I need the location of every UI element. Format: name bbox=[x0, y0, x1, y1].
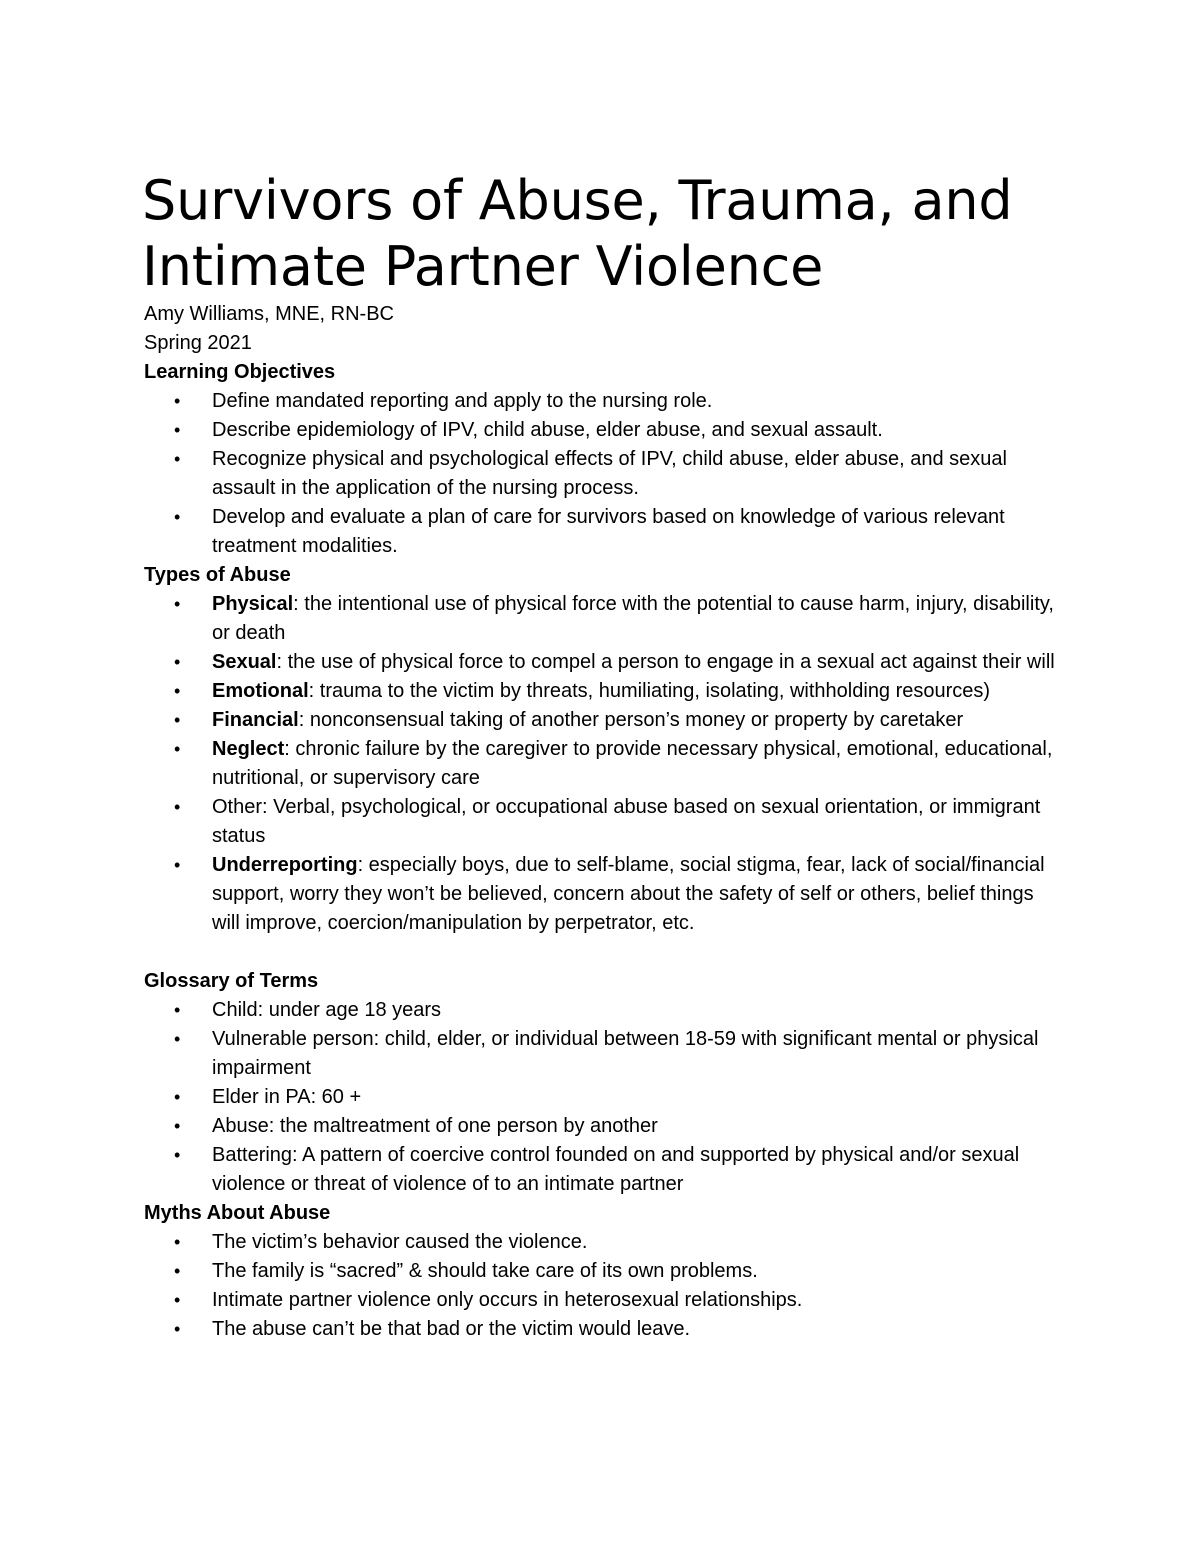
bullet-icon: • bbox=[174, 1029, 181, 1049]
myths-list bbox=[144, 1228, 1056, 1344]
abuse-type-definition: : chronic failure by the caregiver to provide necessary physical, emotional, educational, nutritional, or supervisory care bbox=[212, 738, 1053, 789]
abuse-type-definition: : nonconsensual taking of another person’s money or property by caretaker bbox=[298, 709, 964, 731]
document-title: Survivors of Abuse, Trauma, and Intimate Partner Violence bbox=[142, 169, 1013, 298]
bullet-icon: • bbox=[174, 1000, 181, 1020]
bullet-icon: • bbox=[174, 1145, 181, 1165]
abuse-type-term: Financial bbox=[212, 709, 299, 731]
glossary-list bbox=[144, 996, 1056, 1199]
abuse-type-term: Sexual bbox=[212, 651, 277, 673]
list-item: • Describe epidemiology of IPV, child abuse, elder abuse, and sexual assault. bbox=[144, 416, 1056, 445]
list-item: • The family is “sacred” & should take care of its own problems. bbox=[144, 1257, 1056, 1286]
glossary-heading: Glossary of Terms bbox=[144, 970, 319, 992]
abuse-type-definition: : the use of physical force to compel a person to engage in a sexual act against their will bbox=[276, 651, 1055, 673]
abuse-type-term: Neglect bbox=[212, 738, 285, 760]
list-item: • Vulnerable person: child, elder, or individual between 18-59 with significant mental or physical impairment bbox=[144, 1025, 1056, 1083]
bullet-icon: • bbox=[174, 797, 181, 817]
bullet-icon: • bbox=[174, 855, 181, 875]
list-item: • The victim’s behavior caused the violence. bbox=[144, 1228, 1056, 1257]
bullet-icon: • bbox=[174, 681, 181, 701]
list-item: • The abuse can’t be that bad or the victim would leave. bbox=[144, 1315, 1056, 1344]
bullet-icon: • bbox=[174, 1319, 181, 1339]
bullet-icon: • bbox=[174, 420, 181, 440]
abuse-type-term: Emotional bbox=[212, 680, 309, 702]
abuse-type-term: Physical bbox=[212, 593, 294, 615]
bullet-icon: • bbox=[174, 449, 181, 469]
abuse-type-definition: : trauma to the victim by threats, humiliating, isolating, withholding resources) bbox=[308, 680, 991, 702]
author-line: Amy Williams, MNE, RN-BC bbox=[144, 303, 394, 325]
list-item bbox=[144, 677, 1056, 706]
list-item bbox=[144, 706, 1056, 735]
bullet-icon: • bbox=[174, 1087, 181, 1107]
bullet-icon: • bbox=[174, 710, 181, 730]
bullet-icon: • bbox=[174, 652, 181, 672]
bullet-icon: • bbox=[174, 1290, 181, 1310]
types-of-abuse-heading: Types of Abuse bbox=[144, 564, 291, 586]
list-item: • Recognize physical and psychological effects of IPV, child abuse, elder abuse, and sexual assault in the application of the nursing process. bbox=[144, 445, 1056, 503]
types-of-abuse-list bbox=[144, 590, 1056, 938]
bullet-icon: • bbox=[174, 1116, 181, 1136]
list-item bbox=[144, 648, 1056, 677]
abuse-type-definition: : the intentional use of physical force with the potential to cause harm, injury, disability, or death bbox=[212, 593, 1054, 644]
list-item: • Define mandated reporting and apply to the nursing role. bbox=[144, 387, 1056, 416]
list-item bbox=[144, 590, 1056, 648]
bullet-icon: • bbox=[174, 391, 181, 411]
list-item: • Battering: A pattern of coercive control founded on and supported by physical and/or sexual violence or threat of violence of to an intimate partner bbox=[144, 1141, 1056, 1199]
list-item: • Elder in PA: 60 + bbox=[144, 1083, 1056, 1112]
document-body bbox=[144, 300, 1056, 1344]
abuse-type-definition: : especially boys, due to self-blame, social stigma, fear, lack of social/financial support, worry they won’t be believed, concern about the safety of self or others, belief things will improve, coercion/manipulation by perpetrator, etc. bbox=[212, 854, 1045, 934]
list-item: • Develop and evaluate a plan of care for survivors based on knowledge of various relevant treatment modalities. bbox=[144, 503, 1056, 561]
list-item bbox=[144, 851, 1056, 938]
bullet-icon: • bbox=[174, 507, 181, 527]
document-page bbox=[144, 168, 1056, 1344]
bullet-icon: • bbox=[174, 739, 181, 759]
abuse-type-definition: Other: Verbal, psychological, or occupational abuse based on sexual orientation, or immigrant status bbox=[212, 796, 1041, 847]
list-item bbox=[144, 735, 1056, 793]
list-item: • Intimate partner violence only occurs in heterosexual relationships. bbox=[144, 1286, 1056, 1315]
learning-objectives-heading: Learning Objectives bbox=[144, 361, 336, 383]
list-item: • Abuse: the maltreatment of one person by another bbox=[144, 1112, 1056, 1141]
learning-objectives-list bbox=[144, 387, 1056, 561]
bullet-icon: • bbox=[174, 1261, 181, 1281]
list-item: • Child: under age 18 years bbox=[144, 996, 1056, 1025]
abuse-type-term: Underreporting bbox=[212, 854, 358, 876]
blank-line bbox=[144, 938, 1056, 967]
list-item bbox=[144, 793, 1056, 851]
myths-heading: Myths About Abuse bbox=[144, 1202, 331, 1224]
term-line: Spring 2021 bbox=[144, 332, 252, 354]
bullet-icon: • bbox=[174, 1232, 181, 1252]
bullet-icon: • bbox=[174, 594, 181, 614]
